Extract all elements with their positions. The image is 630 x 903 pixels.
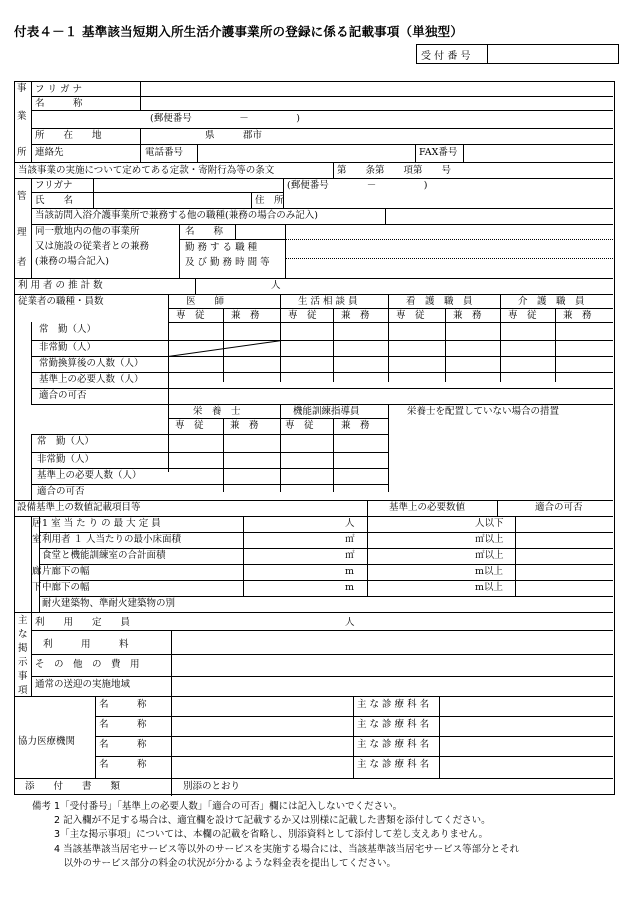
users-unit: 人 [271,280,281,291]
rule-line [168,322,613,323]
rule-line [388,404,389,492]
rule-line [445,308,446,382]
sub-label: 兼 務 [341,420,370,431]
nutrition-note: 栄養士を配置していない場合の措置 [407,406,560,417]
rule-line [515,516,516,596]
equip-row-label: 食堂と機能訓練室の合計面積 [42,550,166,561]
rule-line [95,756,613,757]
rule-line [280,294,281,382]
sub-label: 専 従 [288,310,317,321]
capacity-label: 利 用 定 員 [35,617,131,628]
unit: m以上 [475,582,504,593]
rule-line [31,484,388,485]
unit: m [345,566,355,577]
rule-line [31,128,613,129]
unit: ㎡ [345,550,355,561]
coop-dept-label: 主 な 診 療 科 名 [357,699,430,710]
rule-line [39,548,613,549]
other-fee-label: そ の 他 の 費 用 [35,659,140,670]
rule-line [555,308,556,382]
rule-line [39,596,613,597]
rule-line [31,452,388,453]
equip-need-label: 基準上の必要数値 [389,502,466,513]
side-label: 下 [32,582,42,593]
coop-label: 協力医療機関 [18,736,76,747]
unit: ㎡以上 [475,534,504,545]
staff-header: 従業者の職種・員数 [18,296,104,307]
sub-label: 専 従 [285,420,314,431]
rule-line [235,224,236,239]
rule-line [171,778,172,796]
rule-line [31,224,613,225]
facility-name-label: 名 称 [35,98,83,109]
note-1: 備考 1「受付番号」「基準上の必要人数」「適合の可否」欄には記入しないでください。 [32,801,403,812]
staff-row-label: 常 勤（人） [39,324,97,335]
equip-row-label: 耐火建築物、準耐火建築物の別 [42,598,176,609]
unit: m [345,582,355,593]
side-label: 室 [32,534,42,545]
coop-dept-label: 主 な 診 療 科 名 [357,739,430,750]
staff-row-label: 非常勤（人） [37,454,95,465]
manager-address-label: 住 所 [255,195,284,206]
rule-line [500,294,501,382]
rule-line [31,178,32,278]
side-label: 事 [17,83,27,94]
unit: 人 [345,518,355,529]
side-label: 理 [17,227,27,238]
other-facility-label: 又は施設の従業者との兼務 [35,241,150,252]
side-label: 掲 [18,643,28,654]
sub-label: 兼 務 [230,420,259,431]
rule-line [195,278,196,294]
rule-line [31,468,388,469]
sub-label: 兼 務 [453,310,482,321]
rule-line [463,144,464,162]
side-label: 事 [18,671,28,682]
furigana-label: フリガナ [35,180,73,191]
pref-city[interactable]: 県 郡市 [205,130,263,141]
rule-line [31,434,388,435]
staff-row-label: 基準上の必要人数（人） [39,374,144,385]
other-facility-label: 同一敷地内の他の事業所 [35,226,140,237]
rule-line [15,778,613,779]
rule-line [333,162,334,178]
rule-line [367,516,368,596]
rule-line [367,500,368,516]
sub-label: 兼 務 [341,310,370,321]
staff-row-label: 常勤換算後の人数（人） [39,358,144,369]
rule-line [31,192,283,193]
rule-line [39,564,613,565]
rule-line [415,144,416,162]
users-estimate-label: 利 用 者 の 推 計 数 [18,280,103,291]
rule-line [95,716,613,717]
side-label: 管 [17,191,27,202]
rule-line [197,144,198,162]
coop-name-label: 名 称 [99,739,147,750]
rule-line [179,239,285,240]
dotted-line [285,258,613,259]
rule-line [15,696,613,697]
side-label: 示 [18,657,28,668]
rule-line [171,696,172,778]
rule-line [39,532,613,533]
rule-line [223,308,224,382]
staff-role: 栄 養 士 [193,406,241,417]
rule-line [31,340,613,341]
rule-line [15,162,613,163]
rule-line [31,434,32,500]
attach-value: 別添のとおり [183,781,241,792]
rule-line [140,82,141,110]
rule-line [280,404,281,492]
staff-row-label: 適合の可否 [39,390,87,401]
rule-line [15,178,613,179]
rule-line [15,516,613,517]
staff-row-label: 適合の可否 [37,486,85,497]
coop-dept-label: 主 な 診 療 科 名 [357,719,430,730]
rule-line [31,404,613,405]
receipt-number-field[interactable] [488,45,619,64]
staff-role: 介 護 職 員 [518,296,585,307]
fee-label: 利 用 料 [43,639,129,650]
side-label: 所 [17,147,27,158]
equip-row-label: 片廊下の幅 [42,566,90,577]
rule-line [251,192,252,208]
rule-line [31,322,32,404]
unit: ㎡以上 [475,550,504,561]
side-label: 項 [18,685,28,696]
sub-label: 専 従 [176,310,205,321]
side-label: な [18,629,28,640]
sub-label: 専 従 [508,310,537,321]
rule-line [179,224,180,278]
staff-role: 看 護 職 員 [406,296,473,307]
equip-row-label: 利用者 １ 人当たりの最小床面積 [42,534,182,545]
sub-label: 兼 務 [231,310,260,321]
manager-name-label: 氏 名 [35,195,74,206]
sub-label: 専 従 [175,420,204,431]
note-5: 以外のサービス部分の料金の状況が分かるような料金表を提出してください。 [32,857,397,869]
note-3: 3「主な掲示事項」については、本欄の記載を省略し、別添資料として添付して差し支えありません。 [32,829,488,841]
staff-role: 機能訓練指導員 [293,406,360,417]
rule-line [31,676,613,677]
rule-line [15,500,613,501]
unit: 人以下 [475,518,504,529]
rule-line [31,516,32,612]
rule-line [31,388,613,389]
rule-line [31,654,613,655]
unit: ㎡ [345,534,355,545]
articles-value[interactable]: 第 条第 項第 号 [337,165,452,176]
equip-ok-label: 適合の可否 [535,502,583,513]
registration-form [14,81,615,795]
articles-label: 当該事業の実施について定めてある定款・寄附行為等の条文 [18,165,275,176]
diagonal-line [168,340,281,357]
side-label: 居 [32,518,42,529]
rule-line [243,516,244,596]
fax-label: FAX番号 [419,147,458,158]
rule-line [39,580,613,581]
staff-row-label: 非常勤（人） [39,342,97,353]
rule-line [140,144,141,162]
staff-row-label: 常 勤（人） [37,436,95,447]
rule-line [388,294,389,382]
rule-line [497,500,498,516]
note-2: 2 記入欄が不足する場合は、適宜欄を設けて記載するか又は別様に記載した書類を添付してください。 [32,815,491,827]
staff-role: 生 活 相 談 員 [298,296,358,307]
attach-label: 添 付 書 類 [25,781,121,792]
form-title: 付表４－１ 基準該当短期入所生活介護事業所の登録に係る記載事項（単独型） [14,24,464,39]
sub-label: 専 従 [396,310,425,321]
rule-line [31,144,613,145]
rule-line [15,278,613,279]
furigana-label: フ リ ガ ナ [35,84,83,95]
rule-line [168,294,169,472]
equip-row-label: 1 室 当 た り の 最 大 定 員 [42,518,161,529]
capacity-unit: 人 [345,617,355,628]
rule-line [15,612,613,613]
rule-line [31,96,613,97]
staff-row-label: 基準上の必要人数（人） [37,470,142,481]
rule-line [95,736,613,737]
rule-line [140,128,141,144]
manager-postal[interactable]: (郵便番号 － ) [287,180,428,191]
coop-dept-label: 主 な 診 療 科 名 [357,759,430,770]
rule-line [93,178,94,208]
receipt-number-box [416,44,619,64]
sub-label: 兼 務 [563,310,592,321]
coop-name-label: 名 称 [99,759,147,770]
rule-line [171,630,172,696]
coop-name-label: 名 称 [99,719,147,730]
duty-label: 及 び 勤 務 時 間 等 [185,257,270,268]
rule-line [285,224,286,278]
rule-line [168,308,613,309]
unit: m以上 [475,566,504,577]
rule-line [353,696,354,778]
receipt-number-label: 受 付 番 号 [417,45,488,64]
facility-name-label: 名 称 [185,226,224,237]
contact-label: 連絡先 [35,147,64,158]
rule-line [333,308,334,382]
transport-label: 通常の送迎の実施地域 [35,679,131,690]
postal-code[interactable]: (郵便番号 － ) [150,113,300,124]
note-4: 4 当該基準該当居宅サービス等以外のサービスを実施する場合には、当該基準該当居宅サービス等部分とそれ [32,843,520,855]
side-label: 者 [17,257,27,268]
address-label: 所 在 地 [35,130,102,141]
rule-line [95,696,96,778]
concurrent-label: 当該訪問入浴介護事業所で兼務する他の職種(兼務の場合のみ記入) [35,210,318,221]
rule-line [31,356,613,357]
rule-line [15,294,613,295]
coop-name-label: 名 称 [99,699,147,710]
rule-line [31,372,613,373]
duty-label: 勤 務 す る 職 種 [185,242,258,253]
equip-header: 設備基準上の数値記載項目等 [17,502,141,513]
rule-line [223,418,224,492]
side-label: 業 [17,111,27,122]
other-facility-label: (兼務の場合記入) [35,256,109,267]
rule-line [31,208,613,209]
rule-line [439,696,440,778]
rule-line [31,630,613,631]
dotted-line [285,239,613,240]
rule-line [31,82,32,162]
rule-line [333,418,334,492]
equip-row-label: 中廊下の幅 [42,582,90,593]
phone-label: 電話番号 [145,147,184,158]
side-label: 廊 [32,566,42,577]
side-label: 主 [18,615,28,626]
rule-line [168,418,388,419]
rule-line [385,208,386,224]
staff-role: 医 師 [186,296,225,307]
notes [32,800,519,871]
rule-line [31,110,613,111]
